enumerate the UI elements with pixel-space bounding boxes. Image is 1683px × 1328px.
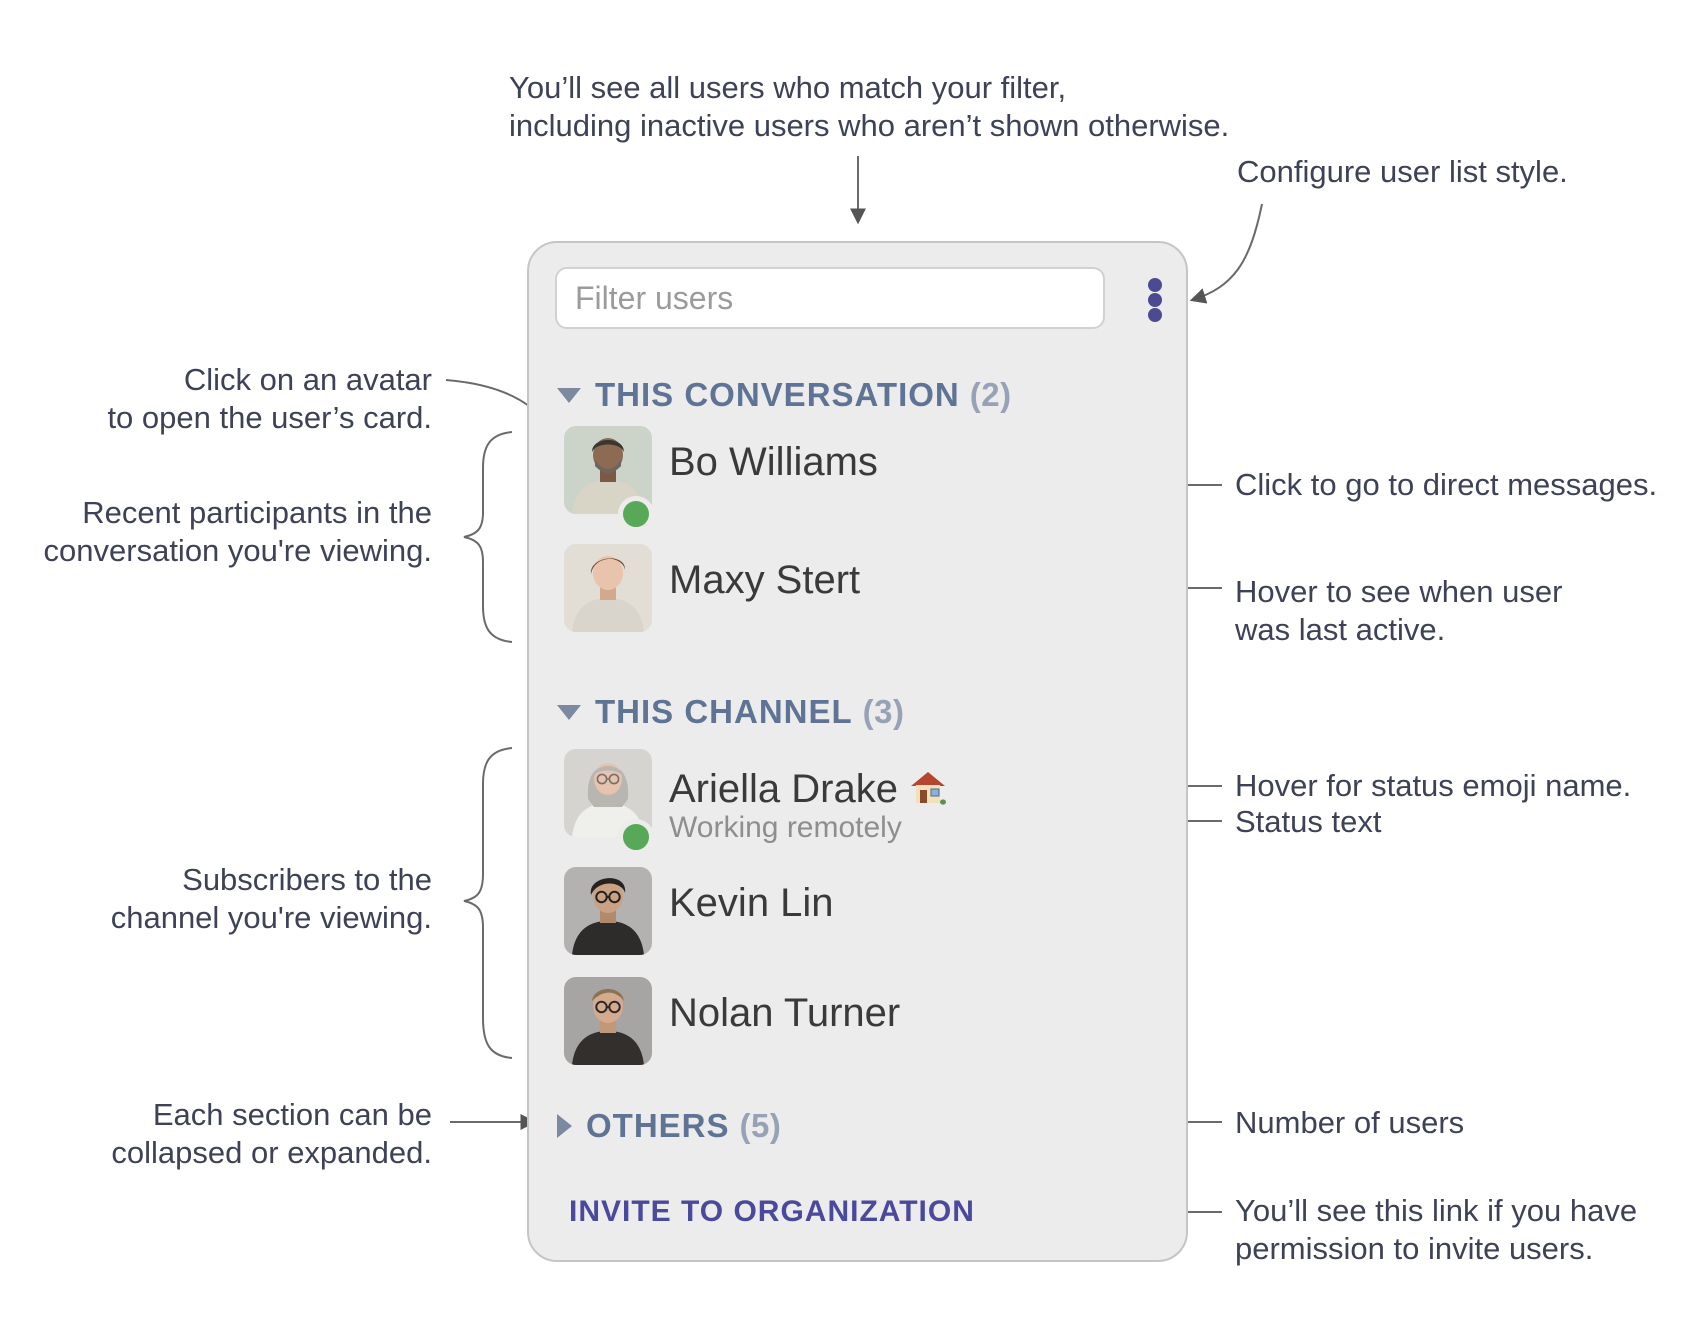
emoji-name-note: Hover for status emoji name. (1235, 768, 1632, 803)
section-label: OTHERS (586, 1107, 730, 1144)
section-label: THIS CHANNEL (595, 693, 853, 730)
avatar-image-kevin (564, 867, 652, 955)
avatar-image-nolan (564, 977, 652, 1065)
last-active-line2: was last active. (1235, 612, 1446, 647)
top-note-line1: You’ll see all users who match your filter, (509, 70, 1067, 105)
presence-active-dot (618, 496, 654, 532)
click-avatar-note (107, 361, 432, 437)
section-count: (3) (862, 693, 905, 730)
section-header-this-channel[interactable] (557, 693, 905, 731)
invite-permission-line2: permission to invite users. (1235, 1231, 1594, 1266)
collapse-line1: Each section can be (152, 1097, 432, 1132)
recent-participants-note (44, 494, 432, 570)
configure-arrow (1192, 204, 1262, 300)
user-row-maxy-stert[interactable] (564, 544, 1164, 634)
section-count: (2) (969, 376, 1012, 413)
last-active-note (1235, 573, 1562, 649)
section-label: THIS CONVERSATION (595, 376, 960, 413)
user-row-kevin-lin[interactable] (564, 867, 1164, 957)
user-list-style-menu-icon[interactable] (1148, 278, 1162, 322)
avatar-image-maxy (564, 544, 652, 632)
kebab-dot (1148, 278, 1162, 292)
avatar[interactable] (564, 544, 652, 632)
recent-participants-brace (464, 432, 512, 642)
chevron-down-icon (557, 388, 581, 403)
chevron-down-icon (557, 705, 581, 720)
number-of-users-note: Number of users (1235, 1105, 1465, 1140)
house-status-emoji[interactable] (910, 770, 946, 815)
kebab-dot (1148, 308, 1162, 322)
user-name[interactable]: Maxy Stert (669, 558, 861, 602)
invite-permission-note (1235, 1192, 1637, 1268)
avatar[interactable] (564, 867, 652, 955)
configure-note: Configure user list style. (1237, 154, 1568, 189)
user-row-nolan-turner[interactable] (564, 977, 1164, 1067)
user-name[interactable]: Nolan Turner (669, 991, 901, 1035)
subscribers-line2: channel you're viewing. (110, 900, 432, 935)
user-name[interactable] (669, 767, 946, 815)
user-row-bo-williams[interactable] (564, 426, 1164, 516)
section-header-this-conversation[interactable] (557, 376, 1012, 414)
user-row-ariella-drake[interactable] (564, 749, 1164, 844)
top-note (509, 69, 1229, 145)
chevron-right-icon (557, 1114, 572, 1138)
user-list-panel (527, 241, 1188, 1262)
click-avatar-line2: to open the user’s card. (107, 400, 432, 435)
collapse-note (111, 1096, 432, 1172)
user-name[interactable]: Kevin Lin (669, 881, 834, 925)
filter-users-input[interactable] (555, 267, 1105, 329)
collapse-line2: collapsed or expanded. (111, 1135, 432, 1170)
subscribers-brace (464, 748, 512, 1058)
presence-active-dot (618, 819, 654, 855)
invite-to-organization-link[interactable]: INVITE TO ORGANIZATION (569, 1195, 975, 1228)
top-note-line2: including inactive users who aren’t shown otherwise. (509, 108, 1230, 143)
last-active-line1: Hover to see when user (1235, 574, 1563, 609)
click-avatar-line1: Click on an avatar (183, 362, 432, 397)
user-status-text: Working remotely (669, 811, 902, 844)
section-count: (5) (739, 1107, 782, 1144)
invite-permission-line1: You’ll see this link if you have (1235, 1193, 1638, 1228)
recent-participants-line2: conversation you're viewing. (43, 533, 432, 568)
avatar[interactable] (564, 977, 652, 1065)
status-text-note: Status text (1235, 804, 1382, 839)
section-header-others[interactable] (557, 1107, 781, 1145)
subscribers-note (111, 861, 432, 937)
direct-messages-note: Click to go to direct messages. (1235, 467, 1658, 502)
kebab-dot (1148, 293, 1162, 307)
user-name-text: Ariella Drake (669, 767, 898, 811)
subscribers-line1: Subscribers to the (182, 862, 432, 897)
user-name[interactable]: Bo Williams (669, 440, 878, 484)
recent-participants-line1: Recent participants in the (82, 495, 432, 530)
